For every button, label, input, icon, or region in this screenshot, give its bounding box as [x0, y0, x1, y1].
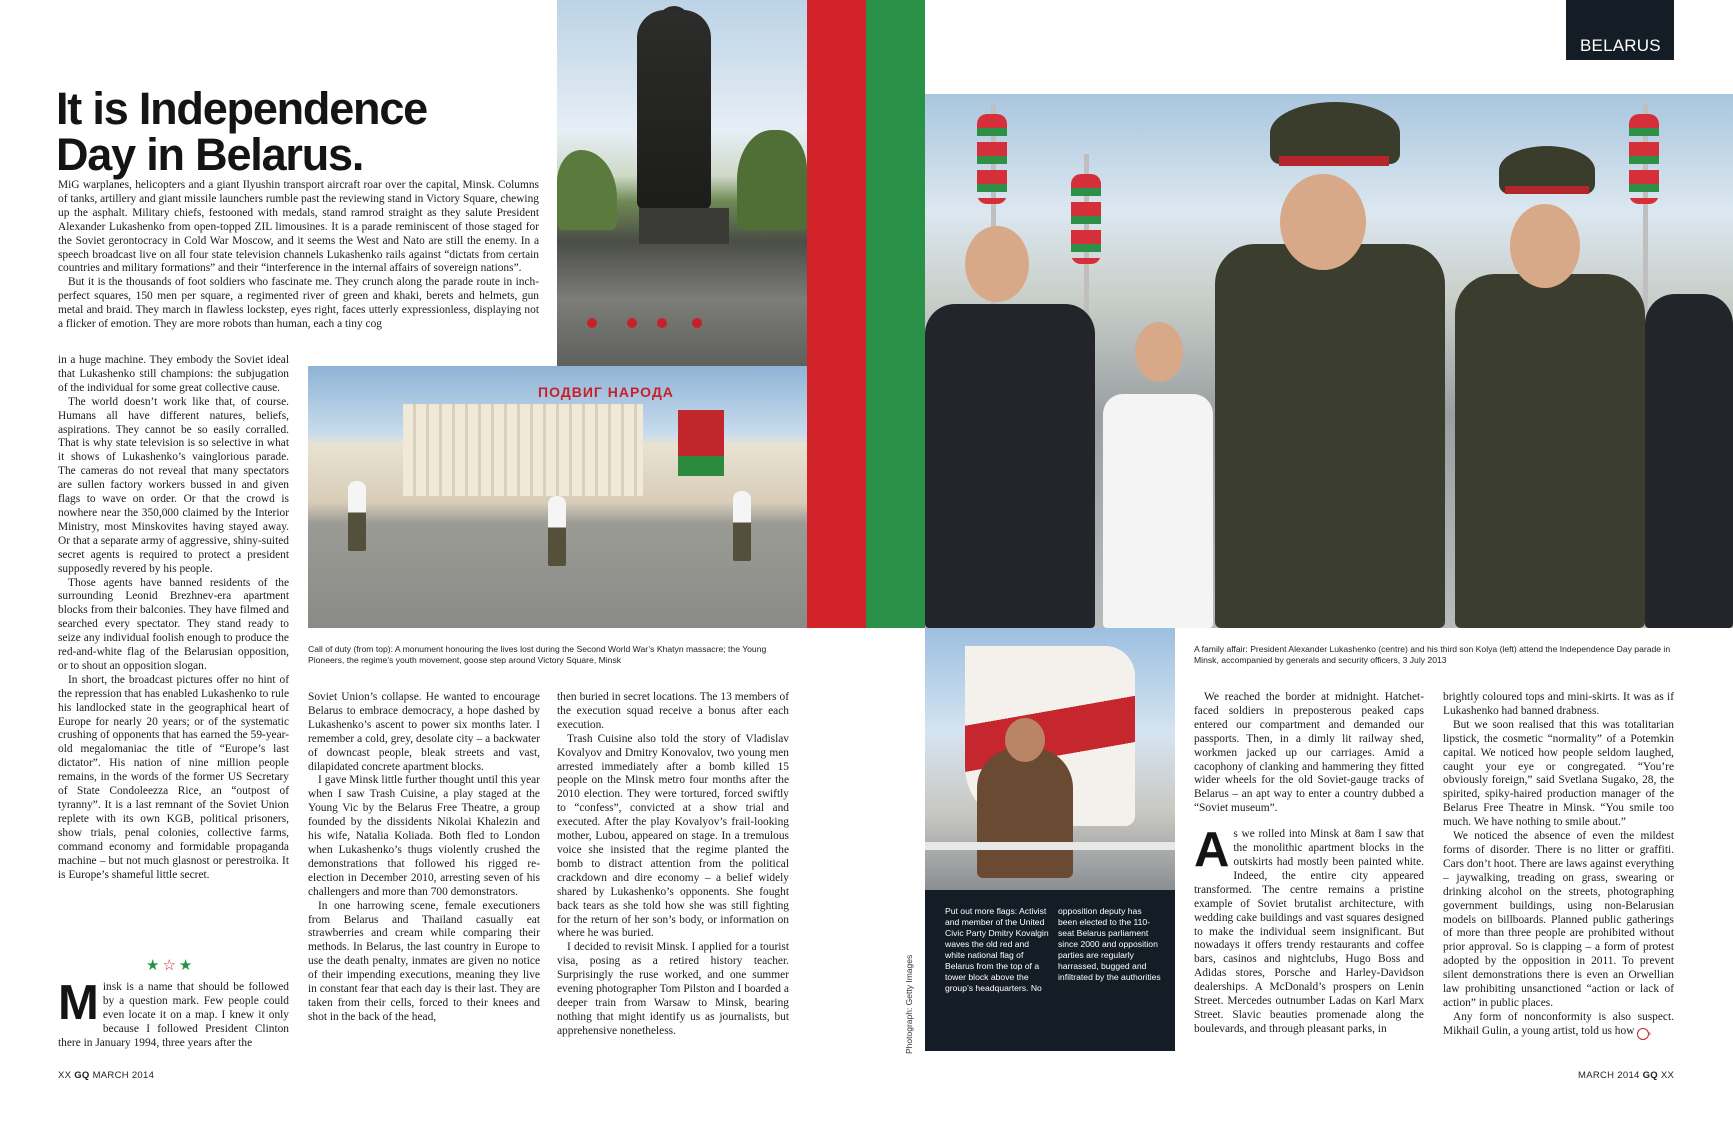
section-break-stars — [146, 958, 206, 974]
flower-shape — [587, 318, 597, 328]
brand-logo: GQ — [74, 1070, 90, 1081]
page-number: XX — [58, 1070, 72, 1081]
flower-shape — [657, 318, 667, 328]
paragraph: We reached the border at midnight. Hatchet-faced soldiers in preposterous peaked caps entered our compartment and demanded our passports. Then, in a dimly lit railway shed, workmen jacked up our carriages. Amid a cacophony of clanking and hammering they fitted wider wheels for the old Soviet-gauge tracks of Belarus – an apt way to enter a country dubbed a “Soviet museum”. — [1194, 691, 1424, 815]
flag-red-stripe — [807, 0, 866, 628]
activist-flag-photo — [925, 628, 1175, 890]
officer-shape — [1645, 294, 1733, 628]
star-icon: ☆ — [162, 958, 179, 974]
paragraph — [58, 976, 289, 1051]
article-column-2 — [308, 691, 540, 1025]
activist-caption-col2: opposition deputy has been elected to the 110-seat Belarus parliament since 2000 and opposition parties are regularly harrassed, bugged and infiltrated by the authorities — [1058, 906, 1161, 982]
activist-shape — [977, 748, 1073, 878]
paragraph: I gave Minsk little further thought until this year when I saw Trash Cuisine, a play staged at the Young Vic by the Belarus Free Theatre, a group founded by the dissidents Nikolai Khalezin and his wife, Natalia Koliada. Both fled to London when Lukashenko’s thugs violently crushed the demonstrations that followed his rigged re-election in December 2010, arresting seven of his challengers and more than 700 demonstrators. — [308, 774, 540, 898]
president-shape — [1215, 244, 1445, 628]
paragraph: brightly coloured tops and mini-skirts. It was as if Lukashenko had banned drabness. — [1443, 691, 1674, 717]
paragraph: in a huge machine. They embody the Soviet ideal that Lukashenko still champions: the subjugation of the individual for some great collective cause. — [58, 354, 289, 394]
paragraph — [1443, 1011, 1674, 1040]
paragraph — [1194, 823, 1424, 1037]
paragraph: We noticed the absence of even the mildest forms of disorder. There is no litter or graffiti. Cars don’t hoot. There are laws against everything – jaywalking, treading on grass, swearing or drinking alcohol on the streets, photographing government buildings, using non-Belarusian models on billboards. Planned public gatherings of more than three people are prohibited without prior approval. So is clapping – a form of protest adopted by the opposition in 2011. To prevent silent demonstrations there is even an Orwellian law prohibiting unsanctioned “action or lack of action” in public places. — [1443, 830, 1674, 1009]
star-icon: ★ — [146, 958, 163, 974]
dropcap: A — [1194, 823, 1230, 878]
paragraph-text: s we rolled into Minsk at 8am I saw that the monolithic apartment blocks in the outskirts had mostly been painted white. Indeed, the entire city appeared transformed. The centre remains a pristine example of Soviet brutalist architecture, with wedding cake buildings and vast squares designed to make the individual seem insignificant. But nowadays it offers trendy restaurants and coffee bars, casinos and nightclubs, Hugo Boss and Adidas stores, Porsche and Harley-Davidson dealerships. A McDonald’s prospers on Lenin Street. Mercedes outnumber Ladas on Karl Marx Street. Slavic beauties promenade along the boulevards, and through pleasant parks, in — [1194, 828, 1424, 1035]
parade-photo — [925, 94, 1733, 628]
building-shape — [403, 404, 643, 496]
decoration-shape — [977, 114, 1007, 204]
article-column-5 — [1443, 691, 1674, 1040]
cap-band-shape — [1505, 186, 1589, 194]
headline — [56, 83, 496, 180]
khatyn-monument-photo — [557, 0, 807, 366]
right-photo-caption: A family affair: President Alexander Lukashenko (centre) and his third son Kolya (left) attend the Independence Day parade in Minsk, accompanied by generals and security officers, 3 July 2013 — [1194, 644, 1671, 665]
paragraph: Soviet Union’s collapse. He wanted to encourage Belarus to embrace democracy, a hope dashed by Lukashenko’s ascent to power six months later. I remember a cold, grey, desolate city – a backwater of downcast people, bleak streets and vast, dilapidated concrete apartment blocks. — [308, 691, 540, 773]
guard-shape — [925, 304, 1095, 628]
paragraph: MiG warplanes, helicopters and a giant Ilyushin transport aircraft roar over the capital, Minsk. Columns of tanks, artillery and giant missile launchers rumble past the reviewing stand in Victory Square, chewing up the asphalt. Military chiefs, festooned with medals, stand ramrod straight as they salute President Alexander Lukashenko from open-topped ZIL limousines. It is a parade reminiscent of those staged for the Soviet gerontocracy in Cold War Moscow, and it seems the West and Nato are still the enemy. In a speech broadcast live on all four state television channels Lukashenko rails against “dictats from certain countries and military formations” and their “interference in the internal affairs of sovereign nations”. — [58, 179, 539, 275]
folio-left — [58, 1070, 154, 1081]
general-face-shape — [1510, 204, 1580, 288]
paragraph-text: Any form of nonconformity is also suspect. Mikhail Gulin, a young artist, told us how — [1443, 1010, 1674, 1037]
article-intro — [58, 179, 539, 332]
article-column-1 — [58, 354, 289, 882]
section-tag: BELARUS — [1566, 0, 1674, 60]
statue-base-shape — [639, 208, 729, 244]
flower-shape — [627, 318, 637, 328]
activist-head-shape — [1005, 718, 1045, 762]
trees-shape — [737, 130, 807, 230]
activist-caption-box — [925, 890, 1175, 1051]
marcher-shape — [548, 496, 566, 566]
issue-date: MARCH 2014 — [1578, 1070, 1640, 1081]
paragraph: then buried in secret locations. The 13 members of the execution squad receive a bonus after each execution. — [557, 691, 789, 731]
article-column-3 — [557, 691, 789, 1039]
folio-right — [1578, 1070, 1674, 1081]
paragraph: Trash Cuisine also told the story of Vladislav Kovalyov and Dmitry Konovalov, two young men arrested immediately after a bomb killed 15 people on the Minsk metro four months after the 2010 election. They were tortured, forced swiftly to “confess”, convicted at a show trial and executed. After the play Kovalyov’s frail-looking mother, Lubou, appeared on stage. In a tremulous voice she insisted that the regime planted the bomb to distract attention from the political crackdown and dire economy – a belief widely shared by Lukashenko’s opponents. She fought back tears as she told how she was still fighting for the return of her son’s body, or information on where he was buried. — [557, 732, 789, 940]
star-icon: ★ — [178, 958, 196, 974]
boy-shape — [1103, 394, 1213, 628]
paragraph: In short, the broadcast pictures offer no hint of the repression that has enabled Lukashenko to rule his landlocked state in the geographical heart of Europe for nearly 20 years; or of the systematic crushing of opponents that has earned the 59-year-old megalomaniac the title of “Europe’s last dictator”. His nation of nine million people remains, in the words of the former US Secretary of State Condoleezza Rice, an “outpost of tyranny”. It is a last remnant of the Soviet Union replete with its own KGB, political prisoners, show trials, penal colonies, collective farms, command economy and formidable propaganda machine – but not much glasnost or perestroika. It is Europe’s shameful little secret. — [58, 673, 289, 881]
railing-shape — [925, 842, 1175, 850]
paragraph: In one harrowing scene, female executioners from Belarus and Thailand casually eat strawberries and cream while comparing their methods. In Belarus, the last country in Europe to use the death penalty, inmates are given no notice of their impending executions, meaning they live in constant fear that each day is their last. They are taken from their cells, forced to their knees and shot in the back of the head, — [308, 899, 540, 1023]
statue-figure-shape — [637, 10, 711, 210]
activist-caption-col1: Put out more flags: Activist and member of the United Civic Party Dmitry Kovalgin waves the old red and white national flag of Belarus from the top of a tower block above the group’s headquarters. No — [945, 906, 1049, 993]
dropcap: M — [58, 976, 99, 1030]
paragraph: Those agents have banned residents of the surrounding Leonid Brezhnev-era apartment blocks from their balconies. They have filmed and searched every spectator. They stand ready to seize any individual foolish enough to produce the red-and-white flag of the Belarusian opposition, or to shout an opposition slogan. — [58, 576, 289, 672]
photo-credit: Photograph: Getty Images — [904, 954, 914, 1054]
paragraph-text: insk is a name that should be followed by a question mark. Few people could even locate it on a map. I knew it only because I followed President Clinton there in January 1994, three years after the — [58, 981, 289, 1049]
paragraph: But it is the thousands of foot soldiers who fascinate me. They crunch along the parade route in inch-perfect squares, 150 men per square, a regimented river of green and khaki, berets and helmets, gun metal and braid. They march in flawless lockstep, eyes right, faces utterly expressionless, displaying not a flicker of emotion. They are more robots than human, each a tiny cog — [58, 276, 539, 331]
continue-arrow-icon: › — [1637, 1028, 1649, 1040]
marcher-shape — [733, 491, 751, 561]
issue-date: MARCH 2014 — [92, 1070, 155, 1081]
president-face-shape — [1280, 174, 1366, 270]
building-sign-text: ПОДВИГ НАРОДА — [538, 384, 674, 400]
guard-face-shape — [965, 226, 1029, 302]
decoration-shape — [1629, 114, 1659, 204]
brand-logo: GQ — [1642, 1070, 1658, 1081]
trees-shape — [557, 150, 617, 230]
paragraph: I decided to revisit Minsk. I applied for a tourist visa, posing as a retired history teacher. Surprisingly the ruse worked, and one summer evening photographer Tom Pilston and I boarded a deeper train from Warsaw to Minsk, bearing nothing that might identify us as journalists, but apprehensive nonetheless. — [557, 941, 789, 1037]
banner-shape — [678, 410, 724, 476]
marcher-shape — [348, 481, 366, 551]
paragraph: But we soon realised that this was totalitarian lipstick, the cosmetic “normality” of a Potemkin capital. We noticed how people seldom laughed, caught your eye or congregated. “You’re obviously foreign,” said Svetlana Sugako, 28, the spirited, spiky-haired production manager of the Belarus Free Theatre in Minsk. “You smile too much. We have nothing to smile about.” — [1443, 718, 1674, 829]
boy-face-shape — [1135, 322, 1183, 382]
headline-line2: Day in Belarus. — [56, 129, 364, 180]
paragraph: The world doesn’t work like that, of course. Humans all have different natures, beliefs, aspirations. They cannot be so easily corralled. That is why state television is so selective in what it shows of Lukashenko’s vainglorious parade. The cameras do not reveal that many spectators are sullen factory workers bussed in and given flags to wave on order. Or that the crowd is nowhere near the 350,000 claimed by the Interior Ministry, most Minskovites having stayed away. Or that a separate army of aggressive, shiny-suited secret agents is required to protect a president supposedly revered by his people. — [58, 395, 289, 575]
article-column-4 — [1194, 691, 1424, 1037]
general-shape — [1455, 274, 1645, 628]
president-cap-shape — [1270, 102, 1400, 164]
page-number: XX — [1660, 1070, 1675, 1081]
headline-line1: It is Independence — [56, 83, 427, 134]
left-photo-caption: Call of duty (from top): A monument honouring the lives lost during the Second World War’s Khatyn massacre; the Young Pioneers, the regime’s youth movement, goose step around Victory Square, Minsk — [308, 644, 767, 665]
flag-green-stripe — [866, 0, 925, 628]
cap-band-shape — [1279, 156, 1389, 166]
decoration-shape — [1071, 174, 1101, 264]
article-dropcap-para — [58, 976, 289, 1051]
victory-square-photo — [308, 366, 807, 628]
flower-shape — [692, 318, 702, 328]
